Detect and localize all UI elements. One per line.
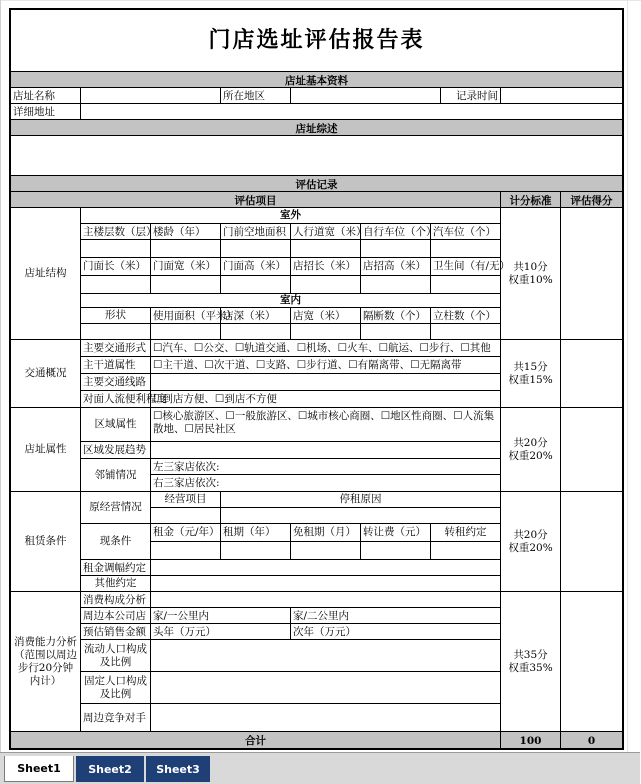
outdoor-value[interactable] (221, 276, 291, 294)
indoor-field[interactable]: 形状 (81, 308, 151, 324)
outdoor-value[interactable] (291, 276, 361, 294)
input-address[interactable] (81, 104, 622, 120)
col-header-item[interactable]: 评估项目 (11, 192, 501, 208)
score-total: 共10分 (513, 260, 548, 273)
lease-prev-label[interactable]: 原经营情况 (81, 492, 151, 524)
total-score[interactable]: 0 (561, 732, 622, 748)
lease-prev-item[interactable]: 经营项目 (151, 492, 221, 508)
lease-cond-field[interactable]: 转让费（元） (361, 524, 431, 542)
input-region[interactable] (291, 88, 441, 104)
label-region[interactable]: 所在地区 (221, 88, 291, 104)
attribute-zone-value[interactable]: ☐核心旅游区、☐一般旅游区、☐城市核心商圈、☐地区性商圈、☐人流集散地、☐居民社区 (151, 408, 501, 442)
score-standard-consumption[interactable] (501, 592, 561, 732)
attribute-trend-label[interactable]: 区域发展趋势 (81, 442, 151, 459)
consumption-fixed-value[interactable] (151, 672, 501, 704)
outdoor-field[interactable]: 门面宽（米） (151, 258, 221, 276)
outdoor-field[interactable]: 卫生间（有/无） (431, 258, 501, 276)
label-address[interactable]: 详细地址 (11, 104, 81, 120)
outdoor-field[interactable]: 主楼层数（层） (83, 226, 157, 238)
score-weight: 权重35% (508, 661, 553, 674)
score-weight: 权重20% (508, 449, 553, 462)
outdoor-value[interactable] (81, 240, 151, 258)
indoor-field[interactable]: 隔断数（个） (361, 308, 431, 324)
lease-prev-item-value[interactable] (151, 508, 221, 524)
outdoor-value[interactable] (431, 240, 501, 258)
attribute-neighbor-label[interactable]: 邻铺情况 (81, 459, 151, 492)
score-weight: 权重20% (508, 541, 553, 554)
lease-cond-value[interactable] (361, 542, 431, 560)
lease-prev-reason[interactable]: 停租原因 (221, 492, 501, 508)
consumption-structure-value[interactable] (151, 592, 501, 608)
consumption-competitor-label[interactable]: 周边竞争对手 (81, 704, 151, 732)
consumption-fixed-label[interactable]: 固定人口构成及比例 (81, 672, 151, 704)
lease-cond-label[interactable]: 现条件 (81, 524, 151, 560)
lease-cond-field[interactable]: 租期（年） (221, 524, 291, 542)
attribute-neighbor-right[interactable]: 右三家店依次: (151, 475, 501, 492)
group-label-lease[interactable]: 租赁条件 (11, 492, 81, 592)
sheet-tab-bar (0, 752, 640, 784)
indoor-value[interactable] (431, 324, 501, 340)
sheet-tab-2[interactable]: Sheet2 (76, 756, 144, 782)
lease-adjust-value[interactable] (151, 560, 501, 576)
traffic-field-value[interactable]: ☐到店方便、☐到店不方便 (151, 391, 501, 408)
lease-cond-value[interactable] (291, 542, 361, 560)
col-header-score[interactable]: 评估得分 (561, 192, 622, 208)
indoor-field[interactable]: 店宽（米） (291, 308, 361, 324)
indoor-value[interactable] (151, 324, 221, 340)
label-record-time[interactable]: 记录时间 (441, 88, 501, 104)
sheet-tab-1[interactable]: Sheet1 (4, 756, 74, 782)
lease-other-label[interactable]: 其他约定 (81, 576, 151, 592)
score-weight: 权重15% (508, 373, 553, 386)
section-header-basic[interactable]: 店址基本资料 (11, 72, 622, 88)
group-label-structure[interactable]: 店址结构 (11, 208, 81, 340)
input-record-time[interactable] (501, 88, 622, 104)
col-header-standard[interactable]: 计分标准 (501, 192, 561, 208)
outdoor-field[interactable]: 店招高（米） (361, 258, 431, 276)
group-label-attribute[interactable]: 店址属性 (11, 408, 81, 492)
outdoor-value[interactable] (151, 240, 221, 258)
traffic-field-label[interactable]: 主要交通线路 (81, 374, 151, 391)
outdoor-value[interactable] (221, 240, 291, 258)
score-total: 共20分 (513, 528, 548, 541)
lease-adjust-label[interactable]: 租金调幅约定 (81, 560, 151, 576)
outdoor-value[interactable] (361, 276, 431, 294)
gridline (1, 0, 641, 1)
traffic-field-label[interactable]: 主要交通形式 (81, 340, 151, 357)
consumption-nearby-1km[interactable]: 家/一公里内 (151, 608, 291, 624)
indoor-field[interactable]: 店深（米） (221, 308, 291, 324)
outdoor-field[interactable]: 自行车位（个） (363, 226, 437, 238)
section-header-eval[interactable]: 评估记录 (11, 176, 622, 192)
score-input-structure[interactable] (561, 208, 622, 340)
outdoor-field[interactable]: 人行道宽（米） (293, 226, 367, 238)
outdoor-value[interactable] (291, 240, 361, 258)
gridline (627, 0, 628, 752)
lease-other-value[interactable] (151, 576, 501, 592)
input-store-name[interactable] (81, 88, 221, 104)
indoor-value[interactable] (291, 324, 361, 340)
outdoor-value[interactable] (361, 240, 431, 258)
consumption-nearby-2km[interactable]: 家/二公里内 (291, 608, 501, 624)
outdoor-value[interactable] (151, 276, 221, 294)
sheet-tab-3[interactable]: Sheet3 (146, 756, 210, 782)
lease-prev-reason-value[interactable] (221, 508, 501, 524)
indoor-value[interactable] (361, 324, 431, 340)
consumption-forecast-y2[interactable]: 次年（万元） (291, 624, 501, 640)
outdoor-field[interactable]: 门面长（米） (81, 258, 151, 276)
attribute-trend-value[interactable] (151, 442, 501, 459)
score-input-attribute[interactable] (561, 408, 622, 492)
group-label-traffic[interactable]: 交通概况 (11, 340, 81, 408)
total-standard[interactable]: 100 (501, 732, 561, 748)
outdoor-field[interactable]: 楼龄（年） (151, 224, 221, 240)
consumption-flow-label[interactable]: 流动人口构成及比例 (81, 640, 151, 672)
outdoor-field[interactable]: 汽车位（个） (431, 224, 501, 240)
traffic-field-value[interactable]: ☐汽车、☐公交、☐轨道交通、☐机场、☐火车、☐航运、☐步行、☐其他 (151, 340, 501, 357)
traffic-field-label[interactable]: 对面人流便利程度 (81, 391, 151, 408)
summary-area[interactable] (11, 136, 622, 176)
consumption-competitor-value[interactable] (151, 704, 501, 732)
consumption-structure-label[interactable]: 消费构成分析 (81, 592, 151, 608)
indoor-field[interactable]: 立柱数（个） (431, 308, 501, 324)
consumption-flow-value[interactable] (151, 640, 501, 672)
score-weight: 权重10% (508, 273, 553, 286)
subheader-indoor[interactable]: 室内 (81, 294, 501, 308)
traffic-field-label[interactable]: 主干道属性 (81, 357, 151, 374)
score-input-consumption[interactable] (561, 592, 622, 732)
score-standard-attribute[interactable] (501, 408, 561, 492)
consumption-nearby-label[interactable]: 周边本公司店 (81, 608, 151, 624)
group-label-consumption[interactable]: 消费能力分析（范围以周边步行20分钟内计） (11, 592, 81, 732)
total-label[interactable]: 合计 (11, 732, 501, 748)
outdoor-field[interactable]: 门前空地面积 (221, 224, 291, 240)
indoor-field[interactable]: 使用面积（平米） (153, 310, 237, 322)
score-input-lease[interactable] (561, 492, 622, 592)
attribute-zone-label[interactable]: 区域属性 (81, 408, 151, 442)
outdoor-field[interactable]: 店招长（米） (291, 258, 361, 276)
score-total: 共35分 (513, 648, 548, 661)
consumption-forecast-label[interactable]: 预估销售金额 (81, 624, 151, 640)
lease-cond-field[interactable]: 转租约定 (431, 524, 501, 542)
consumption-forecast-y1[interactable]: 头年（万元） (151, 624, 291, 640)
form-title[interactable]: 门店选址评估报告表 (11, 10, 622, 72)
attribute-neighbor-left[interactable]: 左三家店依次: (151, 459, 501, 475)
score-standard-traffic[interactable] (501, 340, 561, 408)
score-standard-lease[interactable] (501, 492, 561, 592)
lease-cond-value[interactable] (221, 542, 291, 560)
lease-cond-field[interactable]: 免租期（月） (291, 524, 361, 542)
indoor-value[interactable] (221, 324, 291, 340)
subheader-outdoor[interactable]: 室外 (81, 208, 501, 224)
lease-cond-field[interactable]: 租金（元/年） (151, 524, 221, 542)
indoor-value[interactable] (81, 324, 151, 340)
score-input-traffic[interactable] (561, 340, 622, 408)
label-store-name[interactable]: 店址名称 (11, 88, 81, 104)
section-header-summary[interactable]: 店址综述 (11, 120, 622, 136)
evaluation-form (9, 8, 624, 750)
score-standard-structure[interactable] (501, 208, 561, 340)
outdoor-value[interactable] (81, 276, 151, 294)
outdoor-field[interactable]: 门面高（米） (221, 258, 291, 276)
lease-cond-value[interactable] (151, 542, 221, 560)
score-total: 共20分 (513, 436, 548, 449)
traffic-field-value[interactable]: ☐主干道、☐次干道、☐支路、☐步行道、☐有隔离带、☐无隔离带 (151, 357, 501, 374)
score-total: 共15分 (513, 360, 548, 373)
lease-cond-value[interactable] (431, 542, 501, 560)
outdoor-value[interactable] (431, 276, 501, 294)
traffic-field-value[interactable] (151, 374, 501, 391)
